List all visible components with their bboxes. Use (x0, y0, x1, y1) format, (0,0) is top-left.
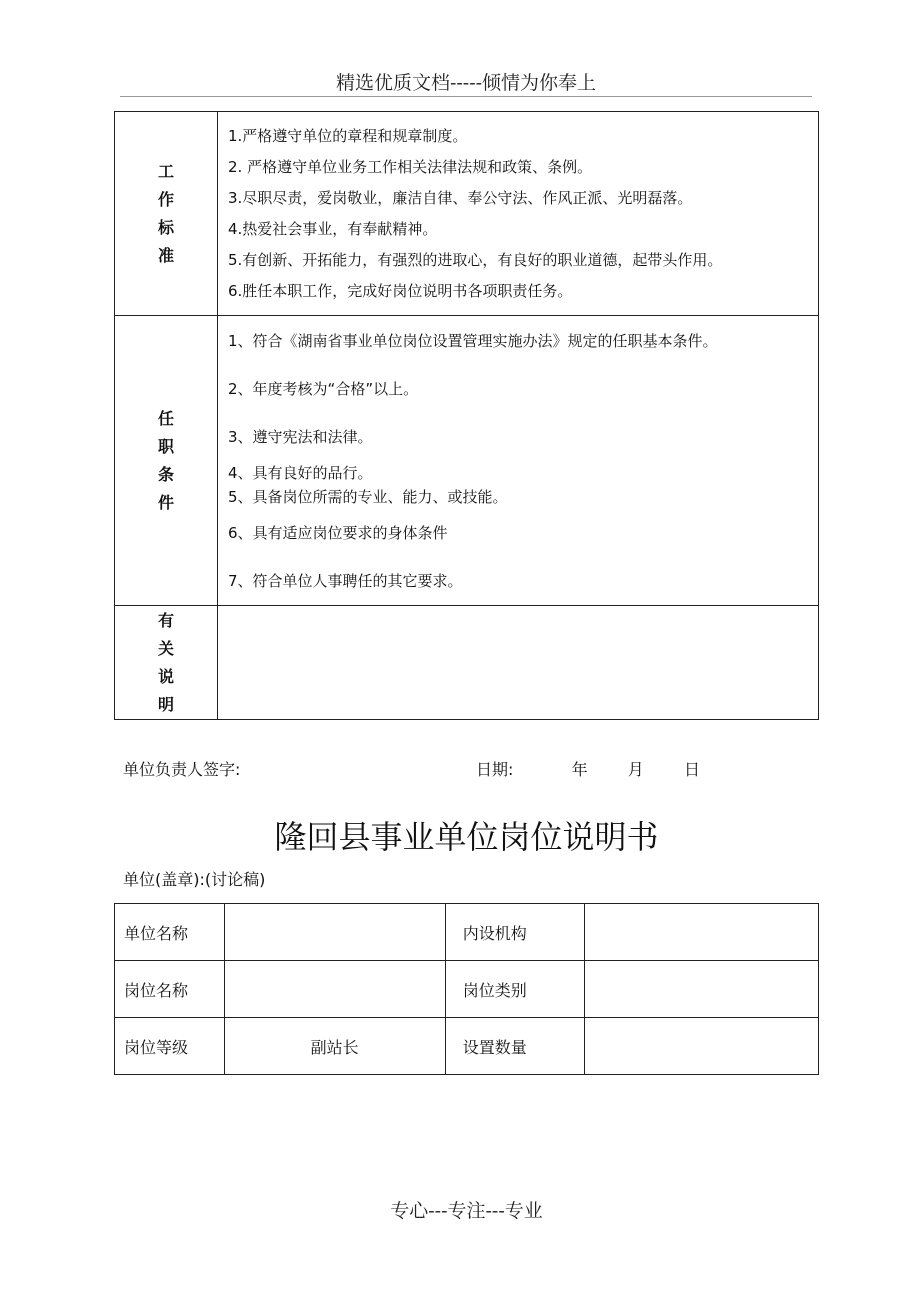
cell-label: 内设机构 (445, 904, 584, 961)
cell-value (584, 904, 818, 961)
cell-label: 设置数量 (445, 1018, 584, 1075)
page-footer: 专心---专注---专业 (390, 1200, 543, 1222)
cell-value: 副站长 (224, 1018, 445, 1075)
qualification-item: 3、遵守宪法和法律。 (228, 427, 373, 446)
cell-value (224, 904, 445, 961)
cell-label: 岗位等级 (115, 1018, 225, 1075)
document-title: 隆回县事业单位岗位说明书 (274, 818, 659, 856)
work-standard-content (218, 112, 819, 316)
table-row (115, 1018, 819, 1075)
qualification-item: 6、具有适应岗位要求的身体条件 (228, 523, 448, 542)
work-standard-item: 1.严格遵守单位的章程和规章制度。 (228, 126, 468, 145)
work-standard-item: 4.热爱社会事业，有奉献精神。 (228, 219, 438, 238)
unit-stamp-line: 单位(盖章):(讨论稿) (123, 870, 266, 889)
qualification-item: 1、符合《湖南省事业单位岗位设置管理实施办法》规定的任职基本条件。 (228, 331, 718, 350)
year-label: 年 (571, 760, 588, 779)
date-line (476, 757, 700, 780)
cell-label: 单位名称 (115, 904, 225, 961)
table-row (115, 904, 819, 961)
month-label: 月 (627, 760, 644, 779)
header-divider (120, 96, 812, 97)
qualification-item: 5、具备岗位所需的专业、能力、或技能。 (228, 487, 508, 506)
notes-label: 有 关 说 明 (115, 606, 218, 720)
notes-content (218, 606, 819, 720)
cell-value (584, 961, 818, 1018)
cell-label: 岗位类别 (445, 961, 584, 1018)
work-standard-label: 工 作 标 准 (115, 112, 218, 316)
cell-value (584, 1018, 818, 1075)
work-standard-item: 3.尽职尽责，爱岗敬业，廉洁自律、奉公守法、作风正派、光明磊落。 (228, 188, 693, 207)
qualification-item: 4、具有良好的品行。 (228, 463, 373, 482)
work-standard-item: 5.有创新、开拓能力，有强烈的进取心，有良好的职业道德，起带头作用。 (228, 250, 723, 269)
day-label: 日 (684, 760, 701, 779)
work-standard-item: 2. 严格遵守单位业务工作相关法律法规和政策、条例。 (228, 157, 593, 176)
qualification-item: 7、符合单位人事聘任的其它要求。 (228, 571, 463, 590)
qualifications-label: 任 职 条 件 (115, 316, 218, 606)
cell-value (224, 961, 445, 1018)
page-header: 精选优质文档-----倾情为你奉上 (335, 72, 597, 94)
leader-signature-label: 单位负责人签字: (123, 760, 241, 779)
work-standard-item: 6.胜任本职工作，完成好岗位说明书各项职责任务。 (228, 281, 573, 300)
table-row (115, 961, 819, 1018)
qualification-item: 2、年度考核为“合格”以上。 (228, 379, 419, 398)
qualifications-content (218, 316, 819, 606)
cell-label: 岗位名称 (115, 961, 225, 1018)
position-info-table (114, 903, 819, 1075)
job-description-table-continued (114, 111, 819, 720)
date-label: 日期: (476, 760, 514, 779)
